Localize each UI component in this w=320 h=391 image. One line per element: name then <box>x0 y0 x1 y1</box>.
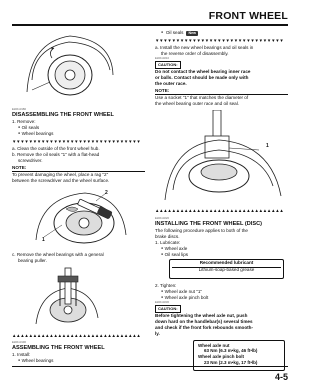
list-item-wheel-bearings: ● Wheel bearings <box>18 131 53 137</box>
note-text-cont: between the screwdriver and the wheel surface. <box>12 178 110 183</box>
caution-label: CAUTION: <box>155 61 181 69</box>
torque-axle-nut-label: Wheel axle nut <box>198 342 230 348</box>
procedure-start-rule: ▼▼▼▼▼▼▼▼▼▼▼▼▼▼▼▼▼▼▼▼▼▼▼▼▼▼▼▼▼▼▼ <box>12 139 141 144</box>
list-item-axle-nut: ● Wheel axle nut "1" <box>161 289 202 295</box>
note-label: NOTE: <box>12 165 145 172</box>
intro-text-cont: brake discs. <box>155 234 180 239</box>
substep-a: a. Install the new wheel bearings and oil seals in <box>155 45 254 50</box>
list-item-oil-seals: ● Oil seals New <box>161 30 198 36</box>
substep-c: c. Remove the wheel bearings with a general <box>12 252 104 257</box>
caution-text: Do not contact the wheel bearing inner race <box>155 69 251 74</box>
list-item-pinch-bolt: ● Wheel axle pinch bolt <box>161 295 208 301</box>
substep-c-cont: bearing puller. <box>18 258 47 263</box>
section-title-assembling: ASSEMBLING THE FRONT WHEEL <box>12 345 105 351</box>
page-header-title: FRONT WHEEL <box>208 10 288 22</box>
substep-b: b. Remove the oil seals "1" with a flat-head <box>12 152 100 157</box>
torque-pinch-bolt-value: 23 Nm (2.3 m•kg, 17 ft•lb) <box>204 359 258 365</box>
list-item-wheel-bearings: ● Wheel bearings <box>18 358 53 364</box>
step-remove: 1. Remove: <box>12 119 36 124</box>
substep-a-cont: the reverse order of disassembly. <box>161 51 229 56</box>
lubricant-spec-box <box>169 259 284 279</box>
caution-text: down hard on the handlebar(s) several times <box>155 319 253 324</box>
caution-text: and check if the front fork rebounds smooth- <box>155 325 254 330</box>
note-text-cont: the wheel bearing outer race and oil seal. <box>155 101 240 106</box>
oil-seal-removal-illustration <box>30 185 130 247</box>
list-item-wheel-axle: ● Wheel axle <box>161 246 187 252</box>
caution-text: ly. <box>155 331 160 336</box>
caution-label: CAUTION: <box>155 305 181 313</box>
note-text: To prevent damaging the wheel, place a rag "2" <box>12 172 109 177</box>
torque-axle-nut-value: 63 Nm (6.3 m•kg, 46 ft•lb) <box>204 348 258 354</box>
substep-a: a. Clean the outside of the front wheel hub. <box>12 146 100 151</box>
callout-1: 1 <box>42 237 45 243</box>
note-text: Use a socket "1" that matches the diameter of <box>155 95 249 100</box>
lubricant-value: Lithium-soap-based grease <box>198 267 255 273</box>
caution-code: EWA13210 <box>155 56 170 60</box>
bearing-puller-illustration <box>32 266 102 328</box>
section-code: EWA13180 <box>12 107 27 111</box>
section-title-installing: INSTALLING THE FRONT WHEEL (DISC) <box>155 221 262 227</box>
footer-rule <box>12 366 288 367</box>
new-part-badge: New <box>188 31 196 35</box>
callout-1: 1 <box>266 143 269 149</box>
wheel-hub-illustration <box>24 30 114 100</box>
intro-text: The following procedure applies to both of the <box>155 228 248 233</box>
torque-pinch-bolt-label: Wheel axle pinch bolt <box>198 354 245 360</box>
step-tighten: 2. Tighten: <box>155 283 177 288</box>
header-rule <box>12 24 288 26</box>
bearing-install-illustration <box>163 110 283 202</box>
caution-text: or balls. Contact should be made only with <box>155 75 249 80</box>
lubricant-title: Recommended lubricant <box>199 260 254 265</box>
section-title-disassembling: DISASSEMBLING THE FRONT WHEEL <box>12 112 114 118</box>
procedure-end-rule: ▲▲▲▲▲▲▲▲▲▲▲▲▲▲▲▲▲▲▲▲▲▲▲▲▲▲▲▲▲▲▲ <box>12 333 141 338</box>
section-code: EWA13190 <box>12 340 27 344</box>
procedure-start-rule: ▼▼▼▼▼▼▼▼▼▼▼▼▼▼▼▼▼▼▼▼▼▼▼▼▼▼▼▼▼▼▼ <box>155 38 284 43</box>
list-item-oil-seals: ● Oil seals <box>18 125 39 131</box>
note-label: NOTE: <box>155 88 288 95</box>
substep-b-cont: screwdriver. <box>18 158 43 163</box>
callout-2: 2 <box>105 190 108 196</box>
list-item-oil-seal-lips: ● Oil seal lips <box>161 252 188 258</box>
step-install: 1. Install: <box>12 352 31 357</box>
section-code: EWA13220 <box>155 216 170 220</box>
procedure-end-rule: ▲▲▲▲▲▲▲▲▲▲▲▲▲▲▲▲▲▲▲▲▲▲▲▲▲▲▲▲▲▲▲ <box>155 208 284 213</box>
caution-text: Before tightening the wheel axle nut, push <box>155 313 248 318</box>
step-lubricate: 1. Lubricate: <box>155 240 181 245</box>
page-number: 4-5 <box>274 372 288 382</box>
caution-code: EWA13230 <box>155 300 170 304</box>
caution-text: the outer race. <box>155 81 187 86</box>
